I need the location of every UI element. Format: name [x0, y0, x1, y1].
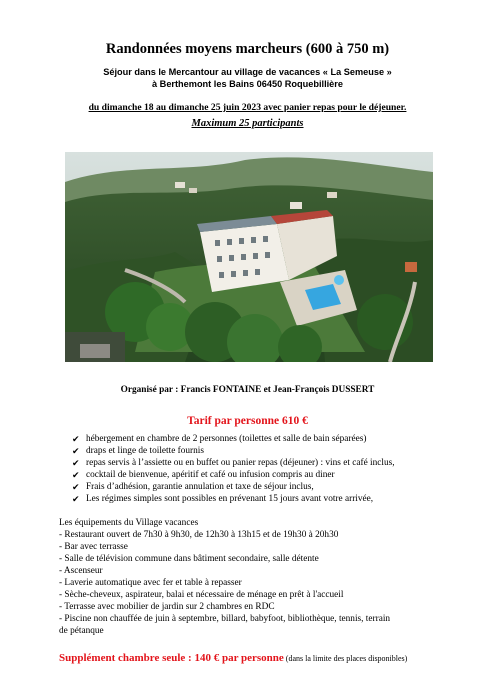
equipment-line: - Restaurant ouvert de 7h30 à 9h30, de 12h30 à 13h15 et de 19h30 à 20h30	[59, 530, 339, 540]
equipment-line: - Piscine non chauffée de juin à septembre, billard, babyfoot, bibliothèque, tennis, terrain	[59, 614, 391, 624]
list-item: ✔ repas servis à l’assiette ou en buffet ou panier repas (déjeuner) : vins et café inclus,	[72, 458, 395, 468]
list-item: ✔ cocktail de bienvenue, apéritif et café ou infusion compris au diner	[72, 470, 335, 480]
aerial-photo-village	[65, 152, 433, 362]
supplement-price: Supplément chambre seule : 140 € par personne	[59, 652, 284, 664]
equipment-line: - Salle de télévision commune dans bâtiment secondaire, salle détente	[59, 554, 319, 564]
list-item: ✔ draps et linge de toilette fournis	[72, 446, 204, 456]
document-title: Randonnées moyens marcheurs (600 à 750 m)	[105, 41, 390, 57]
list-item: ✔ Les régimes simples sont possibles en prévenant 15 jours avant votre arrivée,	[72, 494, 374, 504]
check-icon: ✔	[72, 434, 80, 444]
equipment-line: - Laverie automatique avec fer et table à repasser	[59, 578, 242, 588]
check-icon: ✔	[72, 494, 80, 504]
price-per-person: Tarif par personne 610 €	[187, 415, 308, 427]
list-item: ✔ Frais d’adhésion, garantie annulation et taxe de séjour inclus,	[72, 482, 314, 492]
check-icon: ✔	[72, 482, 80, 492]
supplement-note: (dans la limite des places disponibles)	[283, 654, 408, 663]
subtitle-line-2: à Berthemont les Bains 06450 Roquebillière	[152, 79, 343, 89]
equipment-line: - Bar avec terrasse	[59, 542, 128, 552]
check-icon: ✔	[72, 458, 80, 468]
equipment-line: - Terrasse avec mobilier de jardin sur 2 chambres en RDC	[59, 602, 275, 612]
equipment-section	[59, 517, 459, 637]
max-participants: Maximum 25 participants	[191, 118, 304, 129]
organizer: Organisé par : Francis FONTAINE et Jean-François DUSSERT	[120, 385, 375, 395]
included-list	[72, 433, 482, 505]
single-room-supplement	[59, 648, 407, 666]
check-icon: ✔	[72, 446, 80, 456]
equipment-line: - Sèche-cheveux, aspirateur, balai et nécessaire de ménage en prêt à l'accueil	[59, 590, 344, 600]
equipment-line: - Ascenseur	[59, 566, 103, 576]
list-item: ✔ hébergement en chambre de 2 personnes (toilettes et salle de bain séparées)	[72, 434, 367, 444]
trip-dates: du dimanche 18 au dimanche 25 juin 2023 avec panier repas pour le déjeuner.	[88, 102, 407, 113]
subtitle-line-1: Séjour dans le Mercantour au village de vacances « La Semeuse »	[103, 67, 392, 77]
equipment-line: de pétanque	[59, 626, 104, 636]
check-icon: ✔	[72, 470, 80, 480]
equipment-heading: Les équipements du Village vacances	[59, 518, 199, 528]
